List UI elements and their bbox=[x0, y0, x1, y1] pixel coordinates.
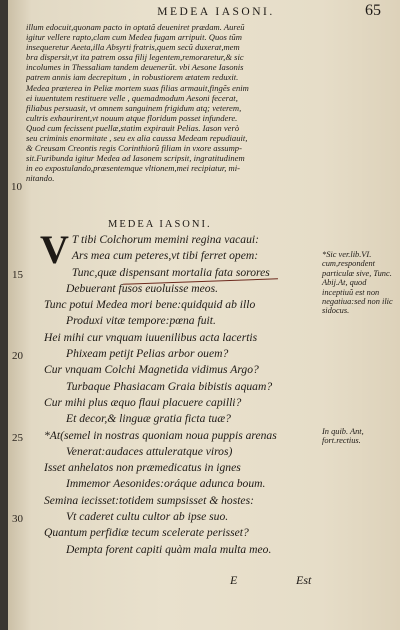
verse-line bbox=[44, 542, 324, 558]
prose-line: patrem annis iam decrepitum , in robustiorem ætatem reduxit. bbox=[26, 72, 239, 83]
prose-line: igitur vellere rapto,clam cum Medea fugam arripuit. Quos tũm bbox=[26, 32, 242, 43]
book-page bbox=[8, 0, 400, 630]
verse-text: Cur vnquam Colchi Magnetida vidimus Argo? bbox=[44, 363, 259, 377]
verse-line bbox=[44, 493, 324, 509]
verse-line bbox=[44, 428, 324, 444]
verse-text: Produxi vitæ tempore:pœna fuit. bbox=[66, 314, 216, 328]
prose-line: cultris exhaurirent,vt nouum atque floridum posset infundere. bbox=[26, 112, 238, 123]
verse-line bbox=[44, 248, 324, 264]
verse-text: Dempta forent capiti quàm mala multa meo. bbox=[66, 542, 272, 556]
verse-line bbox=[44, 444, 324, 460]
verse-text: Tunc,quæ dispensant mortalia fata sorores bbox=[71, 265, 270, 279]
verse-line bbox=[44, 395, 324, 411]
verse-text: Hei mihi cur vnquam iuuenilibus acta lacertis bbox=[44, 330, 258, 344]
prose-line: ei iuuentutem restituere velle , quemadmodum Aesoni fecerat, bbox=[26, 92, 238, 103]
verse-line bbox=[44, 297, 324, 313]
catchword-signature: E bbox=[230, 573, 238, 587]
verse-line bbox=[44, 525, 324, 541]
prose-line: in eo expostulando,præsentemque vltionem,mei recipiatur, mi- bbox=[26, 163, 241, 174]
verse-text: Turbaque Phasiacam Graia bibistis aquam? bbox=[66, 379, 273, 393]
prose-line: & Creusam Creontis regis Corinthiorũ filiam in vxore assump- bbox=[26, 143, 242, 154]
verse-line bbox=[44, 265, 324, 281]
section-title: MEDEA IASONI. bbox=[108, 219, 212, 230]
verse-line bbox=[44, 330, 324, 346]
argument-paragraph bbox=[26, 22, 324, 184]
verse-line bbox=[44, 313, 324, 329]
line-number: 25 bbox=[12, 431, 23, 444]
verse-text: Quantum perfidiæ tecum scelerate perisset? bbox=[44, 526, 249, 540]
verse-line bbox=[44, 362, 324, 378]
verse-text: *At(semel in nostras quoniam noua puppis arenas bbox=[44, 428, 277, 442]
verse-text: Phixeam petijt Pelias arbor ouem? bbox=[66, 347, 229, 361]
verse-line bbox=[44, 509, 324, 525]
prose-line: insequeretur Aeeta,illa Absyrti fratris,quem secũ duxerat,mem bbox=[26, 42, 240, 53]
prose-line: sit.Furibunda igitur Medea ad Iasonem scripsit, ingratitudinem bbox=[26, 153, 245, 164]
verse-line bbox=[44, 411, 324, 427]
verse-text: Semina iecisset:totidem sumpsisset & hostes: bbox=[44, 493, 254, 507]
catchword: Est bbox=[296, 573, 312, 587]
margin-note: In quib. Ant, fort.rectius. bbox=[322, 427, 364, 446]
verse-line bbox=[44, 379, 324, 395]
page-number: 65 bbox=[365, 2, 381, 19]
line-number: 15 bbox=[12, 268, 23, 281]
line-number: 10 bbox=[11, 181, 22, 193]
verse-text: Cur mihi plus æquo flaui placuere capilli? bbox=[44, 395, 242, 409]
margin-note: *Sic ver.lib.VI. cum,respondent particulæ sive, Tunc. Abij.At, quod inceptiuũ est non negatiua:sed non ilic sidocus. bbox=[322, 250, 393, 316]
verse-text: Debuerant fusos euoluisse meos. bbox=[66, 281, 218, 295]
verse-text: T tibi Colchorum memini regina vacaui: bbox=[71, 233, 259, 246]
running-title: MEDEA IASONI. bbox=[157, 6, 275, 18]
verse-text: Tunc potui Medea mori bene:quidquid ab illo bbox=[44, 298, 256, 312]
verse-text: Et decor,& linguæ gratia ficta tuæ? bbox=[66, 412, 231, 426]
verse-line bbox=[44, 476, 324, 492]
prose-line: filiabus persuasit, vt omnem sanguinem frigidum atq; veterem, bbox=[26, 102, 242, 113]
verse-text: Immemor Aesonides:oráque adunca boum. bbox=[66, 477, 266, 491]
drop-capital: V bbox=[40, 227, 69, 272]
line-number: 20 bbox=[12, 350, 23, 363]
line-number: 30 bbox=[12, 513, 23, 526]
prose-line: incolumes in Thessaliam tandem deuenerũt. vbi Aesone Iasonis bbox=[26, 62, 244, 73]
prose-line: Medea præterea in Peliæ mortem suas filias armauit,fingẽs enim bbox=[26, 82, 249, 93]
prose-line: seu criminis enormitate , seu ex alia caussa Medeam repudiauit, bbox=[26, 133, 248, 144]
verse-line bbox=[44, 346, 324, 362]
prose-line: Quod cum fecissent puellæ,statim expirauit Pelias. Iason verò bbox=[26, 122, 240, 133]
prose-line: illum edocuit,quonam pacto in optatã deueniret prædam. Aureũ bbox=[26, 22, 245, 32]
verse-line bbox=[44, 460, 324, 476]
prose-line: bra dispersit,vt ita patrem ossa filij legentem,remoraretur,& sic bbox=[26, 52, 244, 63]
verse-text: Venerat:audaces attuleratque viros) bbox=[66, 444, 233, 458]
verse-text: Isset anhelatos non præmedicatus in ignes bbox=[44, 461, 241, 475]
prose-line: nitando. bbox=[26, 173, 55, 184]
verse-text: Vt caderet cultu cultor ab ipse suo. bbox=[66, 510, 229, 524]
verse-text: Ars mea cum peteres,vt tibi ferret opem: bbox=[71, 249, 259, 263]
verse-line bbox=[44, 281, 324, 297]
